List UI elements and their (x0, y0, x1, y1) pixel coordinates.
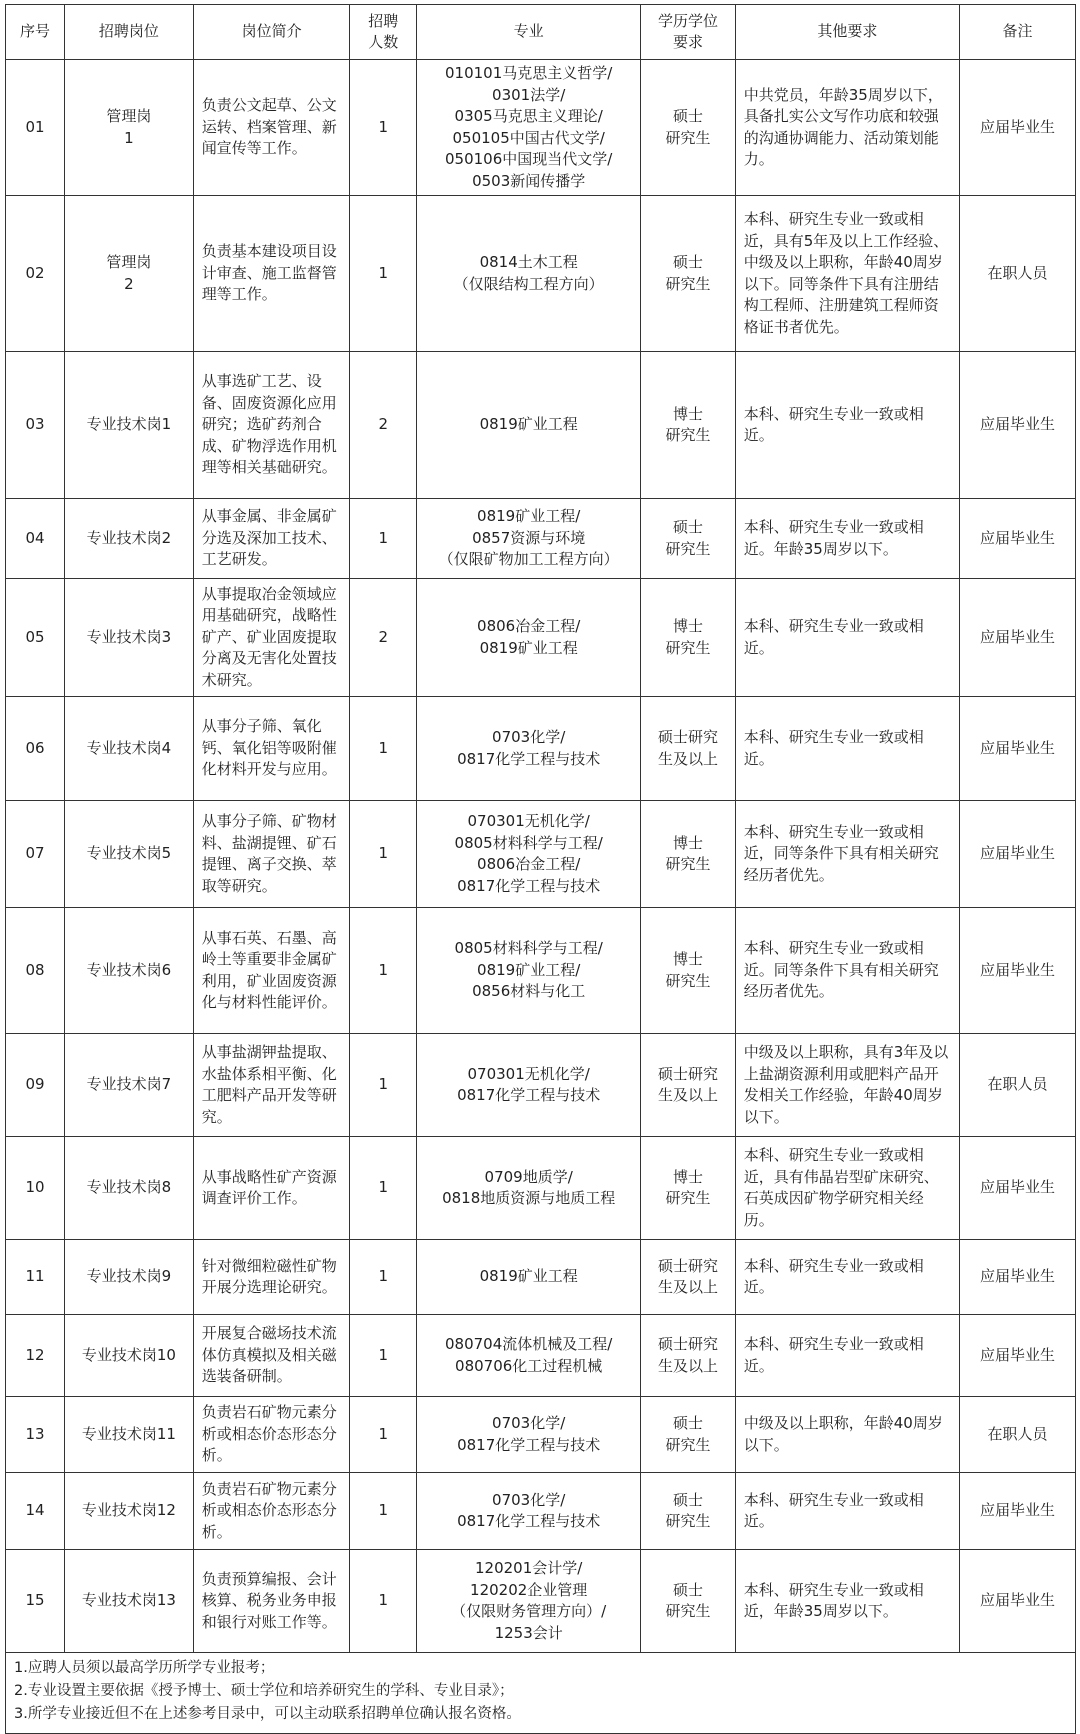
cell-intro: 从事盐湖钾盐提取、水盐体系相平衡、化工肥料产品开发等研究。 (193, 1034, 350, 1137)
cell-major: 010101马克思主义哲学/ 0301法学/ 0305马克思主义理论/ 050105中国古代文学/ 050106中国现当代文学/ 0503新闻传播学 (417, 60, 641, 196)
cell-degree: 硕士 研究生 (641, 1397, 735, 1473)
cell-post: 专业技术岗7 (65, 1034, 194, 1137)
header-text-seq: 序号 (20, 22, 51, 41)
table-row (6, 1473, 1076, 1550)
note-line: 3.所学专业接近但不在上述参考目录中，可以主动联系招聘单位确认报名资格。 (14, 1706, 521, 1722)
cell-post: 专业技术岗4 (65, 697, 194, 801)
cell-requirements: 本科、研究生专业一致或相近。 (735, 1315, 959, 1397)
cell-major: 0703化学/ 0817化学工程与技术 (417, 1473, 641, 1550)
cell-degree: 硕士研究 生及以上 (641, 1034, 735, 1137)
cell-count: 1 (350, 697, 417, 801)
cell-count: 1 (350, 801, 417, 908)
header-text-post: 招聘岗位 (98, 22, 159, 41)
header-text-requirements: 其他要求 (817, 22, 878, 41)
cell-seq: 06 (6, 697, 65, 801)
cell-post: 专业技术岗5 (65, 801, 194, 908)
cell-requirements: 本科、研究生专业一致或相近。 (735, 579, 959, 697)
cell-post: 专业技术岗3 (65, 579, 194, 697)
cell-count: 1 (350, 908, 417, 1034)
cell-requirements: 本科、研究生专业一致或相近，具有5年及以上工作经验、中级及以上职称，年龄40周岁以下。同等条件下具有注册结构工程师、注册建筑工程师资格证书者优先。 (735, 196, 959, 352)
table-row (6, 1397, 1076, 1473)
cell-requirements: 本科、研究生专业一致或相近。 (735, 352, 959, 499)
table-row (6, 908, 1076, 1034)
header-remark (960, 5, 1076, 60)
cell-major: 0819矿业工程/ 0857资源与环境 （仅限矿物加工工程方向） (417, 499, 641, 579)
cell-remark: 应届毕业生 (960, 908, 1076, 1034)
cell-post: 专业技术岗6 (65, 908, 194, 1034)
cell-degree: 博士 研究生 (641, 1137, 735, 1240)
cell-requirements: 本科、研究生专业一致或相近，年龄35周岁以下。 (735, 1550, 959, 1653)
cell-seq: 04 (6, 499, 65, 579)
cell-degree: 硕士 研究生 (641, 1550, 735, 1653)
cell-intro: 开展复合磁场技术流体仿真模拟及相关磁选装备研制。 (193, 1315, 350, 1397)
table-row (6, 499, 1076, 579)
cell-seq: 13 (6, 1397, 65, 1473)
cell-seq: 09 (6, 1034, 65, 1137)
cell-post: 专业技术岗2 (65, 499, 194, 579)
cell-major: 120201会计学/ 120202企业管理 （仅限财务管理方向）/ 1253会计 (417, 1550, 641, 1653)
cell-post: 专业技术岗12 (65, 1473, 194, 1550)
cell-seq: 12 (6, 1315, 65, 1397)
cell-requirements: 本科、研究生专业一致或相近，同等条件下具有相关研究经历者优先。 (735, 801, 959, 908)
cell-degree: 硕士研究 生及以上 (641, 697, 735, 801)
header-text-degree: 学历学位 要求 (658, 11, 719, 51)
recruitment-table (5, 4, 1076, 1734)
cell-intro: 负责基本建设项目设计审查、施工监督管理等工作。 (193, 196, 350, 352)
table-row (6, 579, 1076, 697)
cell-count: 1 (350, 1550, 417, 1653)
table-row (6, 196, 1076, 352)
cell-requirements: 中共党员，年龄35周岁以下，具备扎实公文写作功底和较强的沟通协调能力、活动策划能力。 (735, 60, 959, 196)
cell-remark: 应届毕业生 (960, 1473, 1076, 1550)
table-header-row (6, 5, 1076, 60)
header-text-count: 招聘 人数 (368, 11, 399, 51)
cell-degree: 硕士研究 生及以上 (641, 1240, 735, 1315)
cell-seq: 15 (6, 1550, 65, 1653)
cell-requirements: 本科、研究生专业一致或相近。同等条件下具有相关研究经历者优先。 (735, 908, 959, 1034)
cell-seq: 08 (6, 908, 65, 1034)
table-row (6, 60, 1076, 196)
notes-row (6, 1653, 1076, 1734)
cell-remark: 应届毕业生 (960, 352, 1076, 499)
cell-degree: 硕士 研究生 (641, 60, 735, 196)
header-degree (641, 5, 735, 60)
recruitment-table-sheet (5, 4, 1076, 1734)
note-line: 1.应聘人员须以最高学历所学专业报考； (14, 1660, 275, 1676)
cell-degree: 博士 研究生 (641, 352, 735, 499)
cell-post: 专业技术岗8 (65, 1137, 194, 1240)
table-row (6, 352, 1076, 499)
cell-remark: 应届毕业生 (960, 1240, 1076, 1315)
cell-count: 1 (350, 1137, 417, 1240)
cell-count: 1 (350, 196, 417, 352)
table-row (6, 1034, 1076, 1137)
cell-seq: 14 (6, 1473, 65, 1550)
cell-post: 专业技术岗9 (65, 1240, 194, 1315)
header-seq (6, 5, 65, 60)
cell-major: 070301无机化学/ 0817化学工程与技术 (417, 1034, 641, 1137)
table-row (6, 1137, 1076, 1240)
header-major (417, 5, 641, 60)
cell-post: 管理岗 2 (65, 196, 194, 352)
cell-major: 0819矿业工程 (417, 352, 641, 499)
cell-intro: 负责预算编报、会计核算、税务业务申报和银行对账工作等。 (193, 1550, 350, 1653)
cell-count: 1 (350, 1473, 417, 1550)
header-post (65, 5, 194, 60)
cell-count: 1 (350, 1315, 417, 1397)
cell-major: 0709地质学/ 0818地质资源与地质工程 (417, 1137, 641, 1240)
cell-major: 0805材料科学与工程/ 0819矿业工程/ 0856材料与化工 (417, 908, 641, 1034)
header-intro (193, 5, 350, 60)
cell-degree: 博士 研究生 (641, 579, 735, 697)
header-text-remark: 备注 (1002, 22, 1033, 41)
cell-degree: 硕士 研究生 (641, 499, 735, 579)
cell-major: 070301无机化学/ 0805材料科学与工程/ 0806冶金工程/ 0817化学工程与技术 (417, 801, 641, 908)
cell-seq: 11 (6, 1240, 65, 1315)
cell-remark: 应届毕业生 (960, 60, 1076, 196)
cell-degree: 博士 研究生 (641, 908, 735, 1034)
cell-requirements: 中级及以上职称，具有3年及以上盐湖资源利用或肥料产品开发相关工作经验，年龄40周岁以下。 (735, 1034, 959, 1137)
cell-remark: 在职人员 (960, 1034, 1076, 1137)
cell-seq: 02 (6, 196, 65, 352)
cell-seq: 07 (6, 801, 65, 908)
cell-remark: 应届毕业生 (960, 499, 1076, 579)
cell-post: 专业技术岗11 (65, 1397, 194, 1473)
cell-requirements: 本科、研究生专业一致或相近。 (735, 1473, 959, 1550)
cell-major: 0819矿业工程 (417, 1240, 641, 1315)
cell-intro: 从事石英、石墨、高岭土等重要非金属矿利用，矿业固废资源化与材料性能评价。 (193, 908, 350, 1034)
cell-count: 1 (350, 1397, 417, 1473)
cell-remark: 应届毕业生 (960, 697, 1076, 801)
notes-cell (6, 1653, 1076, 1734)
cell-requirements: 本科、研究生专业一致或相近。 (735, 697, 959, 801)
table-row (6, 1550, 1076, 1653)
cell-remark: 应届毕业生 (960, 579, 1076, 697)
cell-remark: 在职人员 (960, 196, 1076, 352)
header-text-intro: 岗位简介 (241, 22, 302, 41)
table-row (6, 1240, 1076, 1315)
cell-remark: 应届毕业生 (960, 1137, 1076, 1240)
cell-count: 2 (350, 579, 417, 697)
cell-count: 2 (350, 352, 417, 499)
cell-post: 管理岗 1 (65, 60, 194, 196)
cell-degree: 硕士 研究生 (641, 196, 735, 352)
cell-intro: 从事选矿工艺、设备、固废资源化应用研究；选矿药剂合成、矿物浮选作用机理等相关基础研究。 (193, 352, 350, 499)
cell-requirements: 本科、研究生专业一致或相近，具有伟晶岩型矿床研究、石英成因矿物学研究相关经历。 (735, 1137, 959, 1240)
cell-intro: 从事战略性矿产资源调查评价工作。 (193, 1137, 350, 1240)
cell-major: 0814土木工程 （仅限结构工程方向） (417, 196, 641, 352)
cell-count: 1 (350, 1034, 417, 1137)
cell-requirements: 中级及以上职称，年龄40周岁以下。 (735, 1397, 959, 1473)
cell-intro: 从事分子筛、氧化钙、氧化铝等吸附催化材料开发与应用。 (193, 697, 350, 801)
cell-intro: 负责岩石矿物元素分析或相态价态形态分析。 (193, 1473, 350, 1550)
cell-degree: 博士 研究生 (641, 801, 735, 908)
cell-seq: 01 (6, 60, 65, 196)
header-count (350, 5, 417, 60)
note-line: 2.专业设置主要依据《授予博士、硕士学位和培养研究生的学科、专业目录》； (14, 1683, 514, 1699)
cell-intro: 从事分子筛、矿物材料、盐湖提锂、矿石提锂、离子交换、萃取等研究。 (193, 801, 350, 908)
cell-seq: 03 (6, 352, 65, 499)
cell-remark: 应届毕业生 (960, 1315, 1076, 1397)
table-row (6, 1315, 1076, 1397)
cell-count: 1 (350, 499, 417, 579)
cell-seq: 10 (6, 1137, 65, 1240)
cell-seq: 05 (6, 579, 65, 697)
cell-count: 1 (350, 60, 417, 196)
cell-requirements: 本科、研究生专业一致或相近。 (735, 1240, 959, 1315)
cell-intro: 从事金属、非金属矿分选及深加工技术、工艺研发。 (193, 499, 350, 579)
table-body (6, 60, 1076, 1653)
table-row (6, 697, 1076, 801)
cell-intro: 从事提取冶金领域应用基础研究，战略性矿产、矿业固废提取分离及无害化处置技术研究。 (193, 579, 350, 697)
cell-post: 专业技术岗10 (65, 1315, 194, 1397)
cell-post: 专业技术岗13 (65, 1550, 194, 1653)
cell-major: 0703化学/ 0817化学工程与技术 (417, 697, 641, 801)
cell-remark: 在职人员 (960, 1397, 1076, 1473)
cell-remark: 应届毕业生 (960, 1550, 1076, 1653)
cell-post: 专业技术岗1 (65, 352, 194, 499)
cell-major: 080704流体机械及工程/ 080706化工过程机械 (417, 1315, 641, 1397)
cell-major: 0703化学/ 0817化学工程与技术 (417, 1397, 641, 1473)
cell-remark: 应届毕业生 (960, 801, 1076, 908)
table-row (6, 801, 1076, 908)
cell-degree: 硕士研究 生及以上 (641, 1315, 735, 1397)
header-requirements (735, 5, 959, 60)
cell-intro: 负责公文起草、公文运转、档案管理、新闻宣传等工作。 (193, 60, 350, 196)
cell-major: 0806冶金工程/ 0819矿业工程 (417, 579, 641, 697)
header-text-major: 专业 (513, 22, 544, 41)
cell-intro: 负责岩石矿物元素分析或相态价态形态分析。 (193, 1397, 350, 1473)
cell-requirements: 本科、研究生专业一致或相近。年龄35周岁以下。 (735, 499, 959, 579)
cell-count: 1 (350, 1240, 417, 1315)
cell-degree: 硕士 研究生 (641, 1473, 735, 1550)
cell-intro: 针对微细粒磁性矿物开展分选理论研究。 (193, 1240, 350, 1315)
